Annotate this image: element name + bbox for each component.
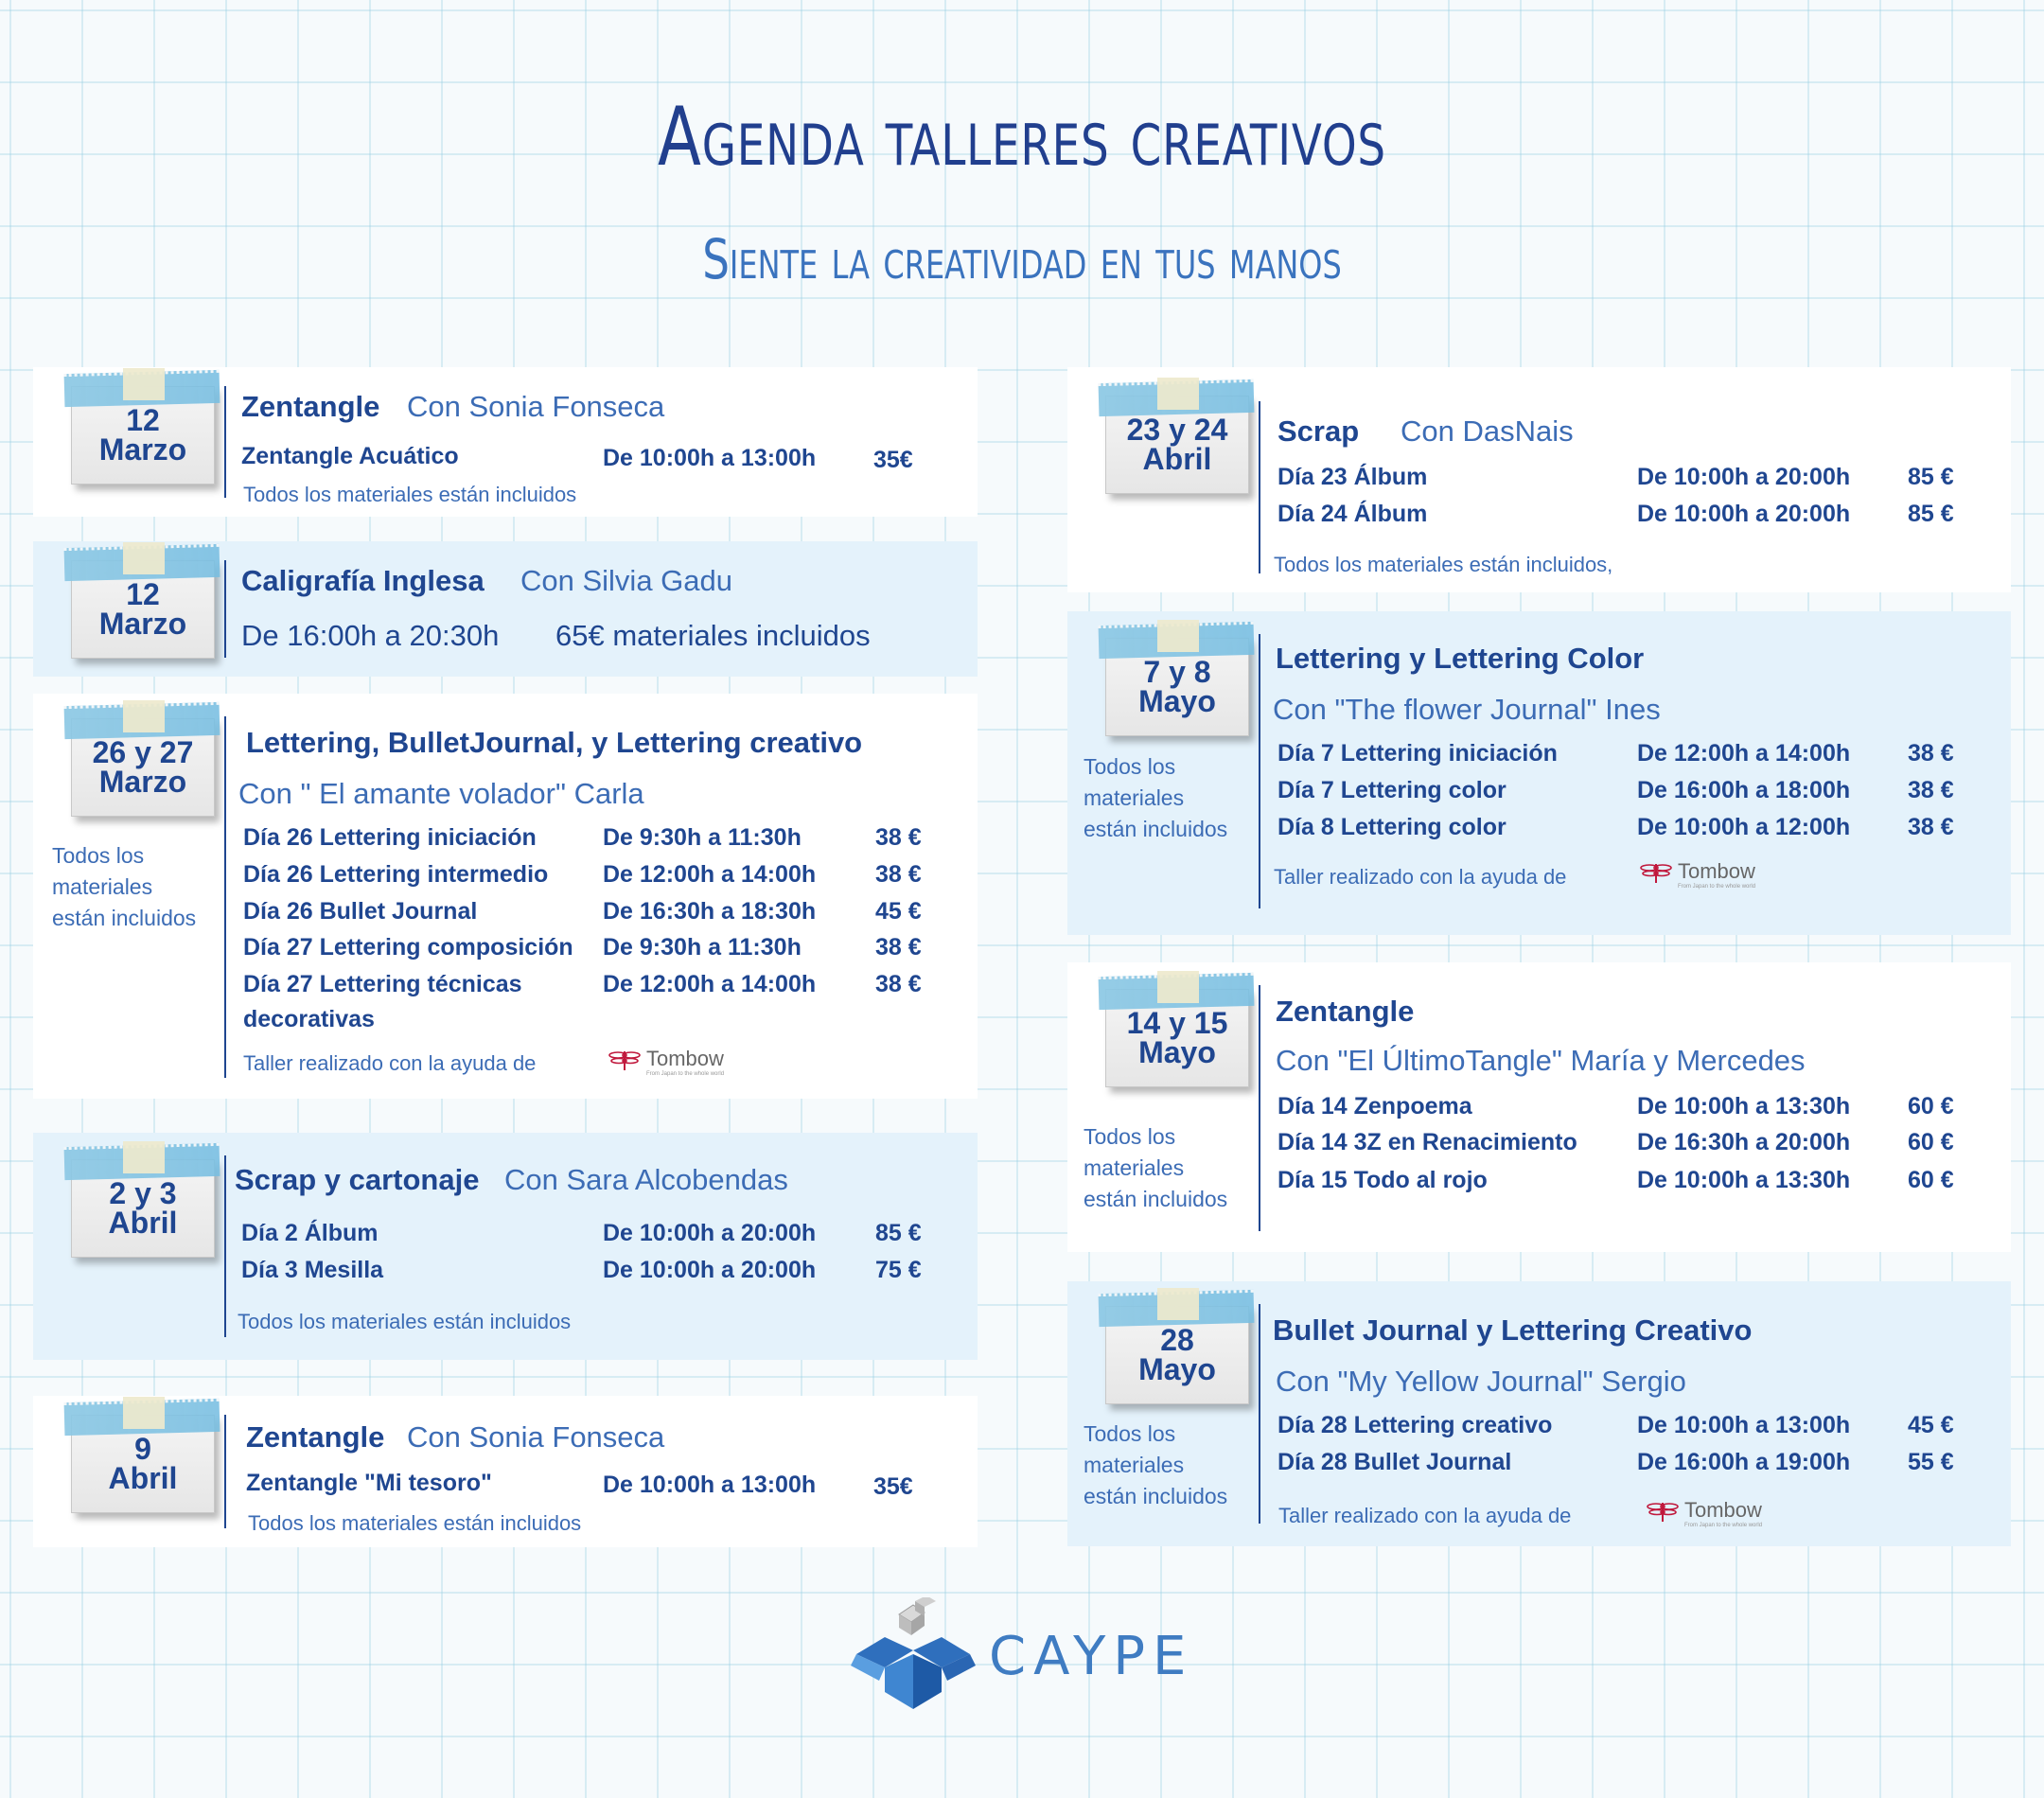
session-time: De 10:00h a 12:00h [1637,814,1851,840]
date-badge: 14 y 15 Mayo [1105,989,1249,1087]
session-price: 38 € [875,824,922,851]
date-badge: 26 y 27 Marzo [71,718,215,817]
workshop-card-zentangle-abril [33,1396,978,1547]
dragonfly-icon [608,1049,641,1071]
session-name: Día 26 Lettering iniciación [243,824,537,851]
session-time: De 10:00h a 13:00h [603,445,817,471]
session-name: Día 15 Todo al rojo [1278,1167,1488,1193]
session-time: De 16:00h a 19:00h [1637,1449,1851,1475]
workshop-title: Bullet Journal y Lettering Creativo [1273,1313,1753,1347]
session-name: Día 27 Lettering técnicas [243,971,522,997]
workshop-instructor: Con Sonia Fonseca [407,1420,665,1454]
session-name: Día 24 Álbum [1278,501,1428,527]
session-name: Día 26 Lettering intermedio [243,861,549,888]
session-price: 55 € [1908,1449,1954,1475]
workshop-card-lettering-color [1067,611,2011,935]
session-price: 60 € [1908,1167,1954,1193]
session-time: De 16:00h a 20:30h [241,619,500,652]
session-time: De 12:00h a 14:00h [603,971,817,997]
date-badge: 28 Mayo [1105,1306,1249,1404]
session-name: Día 2 Álbum [241,1220,379,1246]
session-price: 35€ [873,1473,913,1500]
workshop-card-lettering-bullet [33,694,978,1099]
session-name-cont: decorativas [243,1006,375,1032]
session-name: Día 3 Mesilla [241,1257,384,1283]
session-time: De 16:30h a 20:00h [1637,1129,1851,1155]
session-price: 38 € [1908,777,1954,803]
session-price: 60 € [1908,1129,1954,1155]
divider [224,560,226,658]
workshop-instructor: Con DasNais [1401,414,1574,448]
session-price: 38 € [875,971,922,997]
session-time: De 10:00h a 13:00h [1637,1412,1851,1438]
materials-note: Todos los materiales están incluidos [243,483,577,506]
sponsor-note: Taller realizado con la ayuda de [1278,1504,1572,1527]
workshop-title: Caligrafía Inglesa [241,564,485,597]
workshop-title: Lettering, BulletJournal, y Lettering creativo [246,726,863,759]
box-icon [847,1597,979,1711]
session-price: 45 € [875,898,922,925]
session-name: Día 8 Lettering color [1278,814,1507,840]
dragonfly-icon [1647,1500,1679,1523]
session-price: 85 € [1908,501,1954,527]
session-name: Día 7 Lettering iniciación [1278,740,1558,767]
workshop-card-scrap [1067,367,2011,592]
session-name: Zentangle Acuático [241,443,459,469]
workshop-instructor: Con Sara Alcobendas [504,1163,788,1196]
session-price: 65€ materiales incluidos [555,619,871,652]
session-name: Zentangle "Mi tesoro" [246,1470,492,1496]
session-name: Día 26 Bullet Journal [243,898,478,925]
workshop-card-zentangle-mayo [1067,962,2011,1252]
tombow-logo: Tombow From Japan to the whole world [608,1047,741,1084]
divider [224,1415,226,1528]
session-time: De 10:00h a 20:00h [603,1220,817,1246]
workshop-card-caligrafia [33,541,978,677]
session-name: Día 27 Lettering composición [243,934,573,961]
workshop-title: Zentangle [246,1420,385,1454]
divider [1259,634,1260,908]
workshop-title: Zentangle [241,390,380,423]
session-time: De 16:00h a 18:00h [1637,777,1851,803]
date-badge: 12 Marzo [71,560,215,659]
workshop-instructor: Con " El amante volador" Carla [238,777,644,810]
workshop-instructor: Con "My Yellow Journal" Sergio [1276,1365,1686,1398]
materials-side-note: Todos los materiales están incluidos [1084,1124,1228,1211]
session-time: De 10:00h a 20:00h [603,1257,817,1283]
date-badge: 7 y 8 Mayo [1105,638,1249,736]
session-name: Día 28 Bullet Journal [1278,1449,1512,1475]
session-time: De 10:00h a 13:30h [1637,1093,1851,1119]
divider [224,1155,226,1337]
session-time: De 10:00h a 13:30h [1637,1167,1851,1193]
session-time: De 12:00h a 14:00h [603,861,817,888]
materials-side-note: Todos los materiales están incluidos [1084,754,1228,841]
tombow-logo: Tombow From Japan to the whole world [1647,1498,1779,1536]
materials-note: Todos los materiales están incluidos [248,1511,582,1535]
session-time: De 12:00h a 14:00h [1637,740,1851,767]
session-name: Día 23 Álbum [1278,464,1428,490]
workshop-card-zentangle-marzo [33,367,978,517]
session-name: Día 28 Lettering creativo [1278,1412,1553,1438]
session-price: 85 € [1908,464,1954,490]
session-time: De 10:00h a 20:00h [1637,501,1851,527]
workshop-instructor: Con "The flower Journal" Ines [1273,693,1661,726]
workshop-instructor: Con "El ÚltimoTangle" María y Mercedes [1276,1044,1806,1077]
session-price: 85 € [875,1220,922,1246]
workshop-card-bullet-lettering [1067,1281,2011,1546]
session-name: Día 14 Zenpoema [1278,1093,1472,1119]
workshop-instructor: Con Sonia Fonseca [407,390,665,423]
page-title: Agenda talleres creativos [658,90,1386,185]
page-subtitle: Siente la creatividad en tus manos [702,227,1342,291]
divider [1259,1304,1260,1524]
workshop-instructor: Con Silvia Gadu [520,564,733,597]
session-price: 38 € [875,861,922,888]
caype-logo: CAYPE [847,1597,1197,1711]
session-price: 45 € [1908,1412,1954,1438]
session-time: De 9:30h a 11:30h [603,934,802,961]
workshop-title: Zentangle [1276,995,1415,1028]
materials-note: Todos los materiales están incluidos, [1274,553,1613,576]
session-price: 75 € [875,1257,922,1283]
session-name: Día 14 3Z en Renacimiento [1278,1129,1577,1155]
session-time: De 10:00h a 20:00h [1637,464,1851,490]
session-price: 35€ [873,447,913,473]
session-time: De 9:30h a 11:30h [603,824,802,851]
date-badge: 12 Marzo [71,386,215,485]
session-price: 38 € [875,934,922,961]
divider [1259,985,1260,1231]
workshop-card-scrap-cartonaje [33,1133,978,1360]
workshop-title: Scrap y cartonaje [235,1163,480,1196]
sponsor-note: Taller realizado con la ayuda de [243,1051,537,1075]
session-time: De 16:30h a 18:30h [603,898,817,925]
date-badge: 2 y 3 Abril [71,1159,215,1258]
session-name: Día 7 Lettering color [1278,777,1507,803]
dragonfly-icon [1640,861,1672,884]
materials-note: Todos los materiales están incluidos [238,1310,572,1333]
tombow-logo: Tombow From Japan to the whole world [1640,859,1772,897]
divider [224,386,226,498]
date-badge: 9 Abril [71,1415,215,1513]
session-price: 38 € [1908,814,1954,840]
session-price: 60 € [1908,1093,1954,1119]
session-price: 38 € [1908,740,1954,767]
date-badge: 23 y 24 Abril [1105,396,1249,494]
workshop-title: Lettering y Lettering Color [1276,642,1645,675]
session-time: De 10:00h a 13:00h [603,1472,817,1498]
workshop-title: Scrap [1278,414,1360,448]
materials-side-note: Todos los materiales están incluidos [1084,1421,1228,1508]
materials-side-note: Todos los materiales están incluidos [52,843,197,930]
divider [1259,401,1260,573]
divider [224,716,226,1078]
sponsor-note: Taller realizado con la ayuda de [1274,865,1567,889]
